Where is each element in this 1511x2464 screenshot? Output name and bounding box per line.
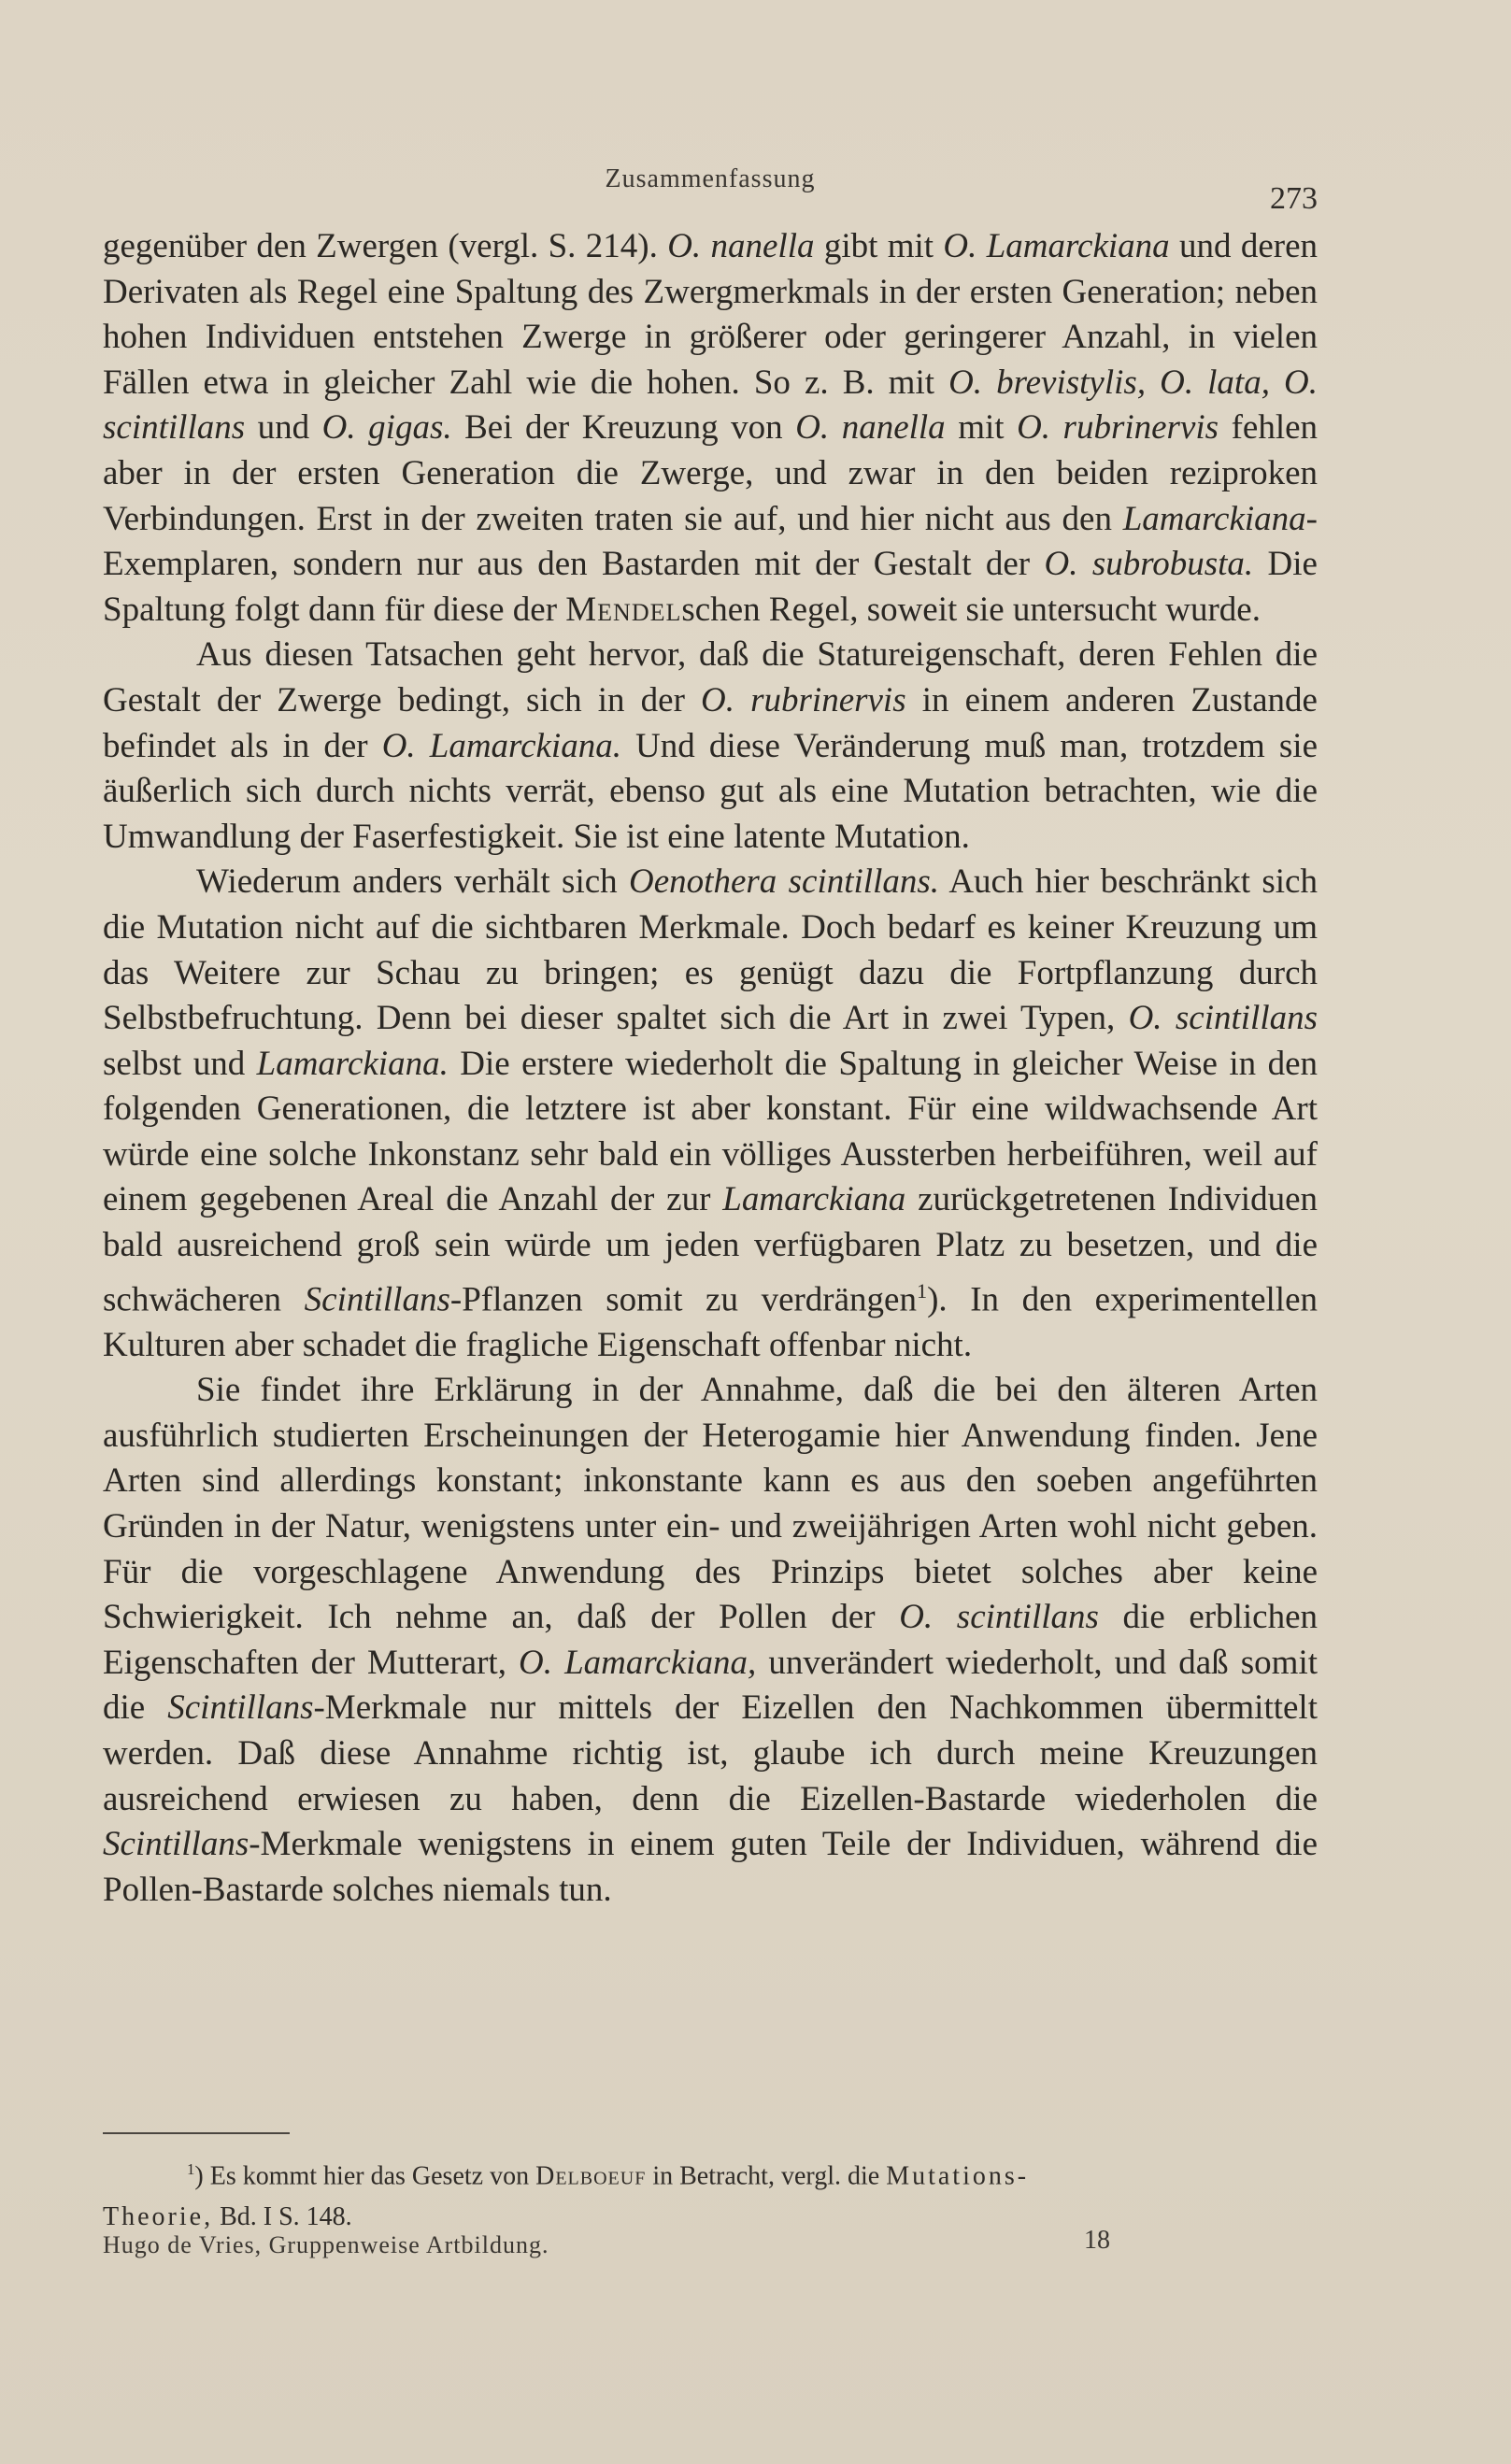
species-name: Scintillans: [167, 1688, 314, 1728]
text-run: Die Spaltung folgt dann für diese der: [103, 545, 1318, 629]
text-run: Sie findet ihre Erklärung in der Annahme, daß die bei den älteren Arten ausführlich studierten Erscheinungen der Heterogamie hier Anwendung finden. Jene Arten sind allerdings konstant; inkonstante kann es aus den soeben angeführten Gründen in der Natur, wenigstens unter ein- und zweijährigen Arten wohl nicht geben. Für die vorgeschlagene Anwendung des Prinzips bietet solches aber keine Schwierigkeit. Ich nehme an, daß der Pollen der: [103, 1371, 1318, 1637]
text-run: in einem anderen Zustande befindet als in der: [103, 680, 1318, 765]
text-run: Bd. I S. 148.: [213, 2202, 352, 2232]
page-number: 273: [1270, 181, 1318, 216]
species-name: O. nanella: [795, 408, 946, 448]
author-title: Hugo de Vries, Gruppenweise Artbildung.: [103, 2231, 549, 2258]
text-run: Aus diesen Tatsachen geht hervor, daß die Statureigenschaft, deren Fehlen die Gestalt der Zwerge bedingt, sich in der: [103, 635, 1318, 719]
author-name: Delboeuf: [535, 2161, 647, 2191]
text-run: Die erstere wiederholt die Spaltung in gleicher Weise in den folgenden Generationen, die letztere ist aber konstant. Für eine wildwachsende Art würde eine solche Inkonstanz sehr bald ein völliges Aussterben herbeiführen, weil auf einem gegebenen Areal die Anzahl der zur: [103, 1044, 1318, 1219]
text-run: schen Regel, soweit sie untersucht wurde.: [681, 590, 1261, 629]
paragraph-2: [103, 633, 1318, 860]
species-name: Lamarckiana.: [256, 1044, 449, 1083]
text-run: Auch hier beschränkt sich die Mutation nicht auf die sichtbaren Merkmale. Doch bedarf es keiner Kreuzung um das Weitere zur Schau zu bringen; es genügt dazu die Fortpflanzung durch Selbstbefruchtung. Denn bei dieser spaltet sich die Art in zwei Typen,: [103, 862, 1318, 1038]
footnote-line: [103, 2149, 1318, 2197]
species-name: Oenothera scintillans.: [629, 862, 940, 902]
species-name: O. subrobusta.: [1044, 545, 1254, 584]
text-run: -Merkmale wenigstens in einem guten Teile der Individuen, während die Pollen-Bastarde solches niemals tun.: [103, 1825, 1318, 1909]
text-run: gegenüber den Zwergen (vergl. S. 214).: [103, 227, 668, 265]
species-name: O. rubrinervis: [1017, 408, 1219, 448]
text-run: ) Es kommt hier das Gesetz von: [194, 2161, 536, 2191]
text-run: ). In den experimentellen Kulturen aber schadet die fragliche Eigenschaft offenbar nicht.: [103, 1279, 1318, 1364]
paragraph-4: [103, 1368, 1318, 1913]
species-name: O. scintillans: [1128, 999, 1318, 1038]
text-run: die erblichen Eigenschaften der Mutterart,: [103, 1598, 1319, 1682]
text-run: gibt mit: [814, 227, 944, 265]
text-run: -Merkmale nur mittels der Eizellen den Nachkommen übermittelt werden. Daß diese Annahme richtig ist, glaube ich durch meine Kreuzungen ausreichend erwiesen zu haben, denn die Eizellen-Bastarde wiederholen die: [103, 1688, 1318, 1818]
species-name: O. scintillans: [899, 1598, 1099, 1637]
paragraph-3: [103, 860, 1318, 1368]
text-run: zurückgetretenen Individuen bald ausreichend groß sein würde um jeden verfügbaren Platz zu besetzen, und die schwächeren: [103, 1180, 1318, 1318]
signature-line: [103, 2226, 1318, 2272]
footnote-marker: 1: [187, 2160, 195, 2178]
species-name: O. rubrinervis: [701, 680, 906, 719]
text-run: fehlen aber in der ersten Generation die Zwerge, und zwar in den beiden reziproken Verbindungen. Erst in der zweiten traten sie auf, und hier nicht aus den: [103, 408, 1319, 538]
text-run: mit: [945, 408, 1018, 448]
text-run: in Betracht, vergl. die: [646, 2161, 887, 2191]
text-run: und: [245, 408, 322, 448]
text-run: Wiederum anders verhält sich: [196, 862, 630, 902]
species-name: Lamarckiana: [722, 1180, 906, 1219]
species-name: O. Lamarckiana.: [381, 726, 621, 765]
page-header: [103, 157, 1318, 216]
species-name: Lamarckiana: [1122, 499, 1306, 538]
species-name: Scintillans: [304, 1279, 450, 1318]
species-name: O. gigas.: [321, 408, 452, 448]
body-text: [103, 224, 1318, 1913]
running-head: Zusammenfassung: [605, 164, 816, 193]
paragraph-1: [103, 224, 1318, 633]
text-run: unverändert wiederholt, und daß somit die: [103, 1643, 1318, 1728]
text-run: und deren Derivaten als Regel eine Spaltung des Zwergmerkmals in der ersten Generation; neben hohen Individuen entstehen Zwerge in größerer oder geringerer Anzahl, in vielen Fällen etwa in gleicher Zahl wie die hohen. So z. B. mit: [103, 227, 1319, 402]
text-run: selbst und: [103, 1044, 257, 1083]
text-run: Und diese Veränderung muß man, trotzdem sie äußerlich sich durch nichts verrät, ebenso gut als eine Mutation betrachten, wie die Umwandlung der Faserfestigkeit. Sie ist eine latente Mutation.: [103, 726, 1319, 856]
species-name: Scintillans: [103, 1825, 249, 1864]
species-name: O. nanella: [667, 227, 815, 265]
species-name: O. Lamarckiana,: [519, 1643, 757, 1682]
footnote-ref: 1: [916, 1278, 928, 1303]
text-run: -Exemplaren, sondern nur aus den Bastarden mit der Gestalt der: [103, 499, 1318, 584]
species-name: O. brevistylis, O. lata, O. scintillans: [103, 363, 1318, 448]
text-run: Bei der Kreuzung von: [451, 408, 796, 448]
text-run: -Pflanzen somit zu verdrängen: [449, 1279, 917, 1318]
footnote-rule: [103, 2132, 290, 2134]
sheet-number: 18: [1084, 2226, 1110, 2255]
spaced-text: Theorie,: [103, 2202, 214, 2232]
footnote: [103, 2149, 1318, 2238]
author-name: Mendel: [565, 590, 682, 629]
species-name: O. Lamarckiana: [943, 227, 1170, 265]
spaced-text: Mutations-: [886, 2161, 1030, 2191]
